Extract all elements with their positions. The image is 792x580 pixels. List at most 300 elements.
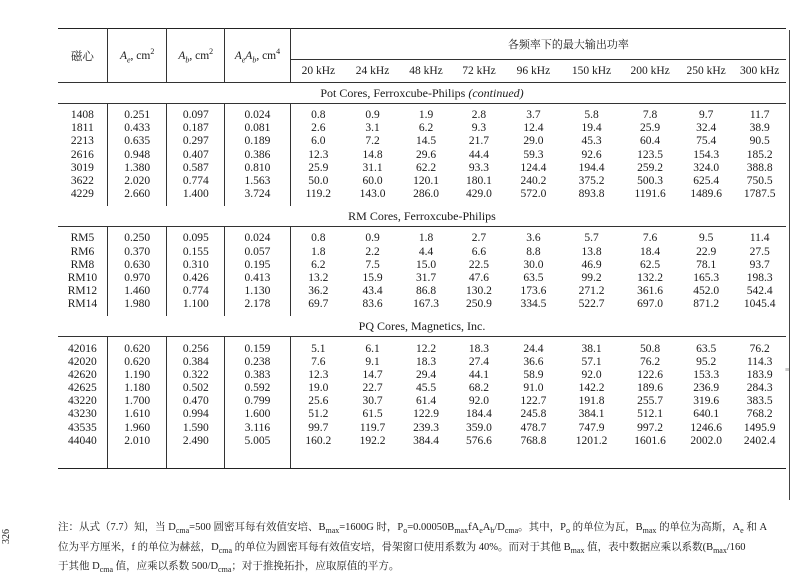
aeab-column-header: $A_eA_b$, $cm^4$ [225,29,291,83]
power-cell: 31.7 [415,271,437,284]
ae-cell: 0.948 [107,149,167,162]
power-cell: 7.8 [642,109,658,122]
ab-cell: 1.400 [167,188,225,201]
power-cell: 13.8 [581,245,602,258]
core-name-cell: 42620 [58,369,107,382]
power-cell: 388.8 [746,161,773,174]
power-cell: 24.4 [523,342,544,355]
table-row [58,422,786,435]
ab-cell: 0.426 [167,272,225,285]
power-cell: 122.9 [413,408,439,421]
aeab-cell: 0.799 [225,395,291,408]
power-cell: 185.2 [746,148,773,161]
ae-cell: 2.020 [107,175,167,188]
core-name-cell: 42016 [58,342,107,355]
core-name-cell: 2616 [58,149,107,162]
power-cell: 1191.6 [634,188,666,201]
table-row [58,408,786,421]
aeab-cell: 0.189 [225,135,291,148]
aeab-cell: 0.081 [225,122,291,135]
table-row [58,109,786,122]
aeab-cell: 3.116 [225,422,291,435]
power-cell: 334.5 [520,298,547,311]
ae-cell: 0.630 [107,259,167,272]
ae-cell: 0.433 [107,122,167,135]
frequency-header: 24 kHz [346,60,399,83]
power-cell: 68.2 [468,382,490,395]
ab-cell: 0.774 [167,175,225,188]
power-cell: 60.4 [640,135,661,148]
ae-cell: 0.635 [107,135,167,148]
ab-cell: 0.310 [167,259,225,272]
power-cell: 114.3 [746,355,773,368]
power-cell: 27.4 [468,355,490,368]
power-cell: 61.4 [415,395,437,408]
power-cell: 5.8 [584,109,599,122]
ae-cell: 0.370 [107,246,167,259]
power-cell: 184.4 [466,408,492,421]
section-title: Pot Cores, Ferroxcube-Philips (continued) [58,83,786,104]
table-footnote [58,518,792,577]
power-cell: 92.6 [581,148,602,161]
ab-cell: 1.100 [167,298,225,311]
core-name-cell: 1811 [58,122,107,135]
power-cell: 18.4 [640,245,661,258]
power-cell: 13.2 [308,271,329,284]
power-cell: 286.0 [413,188,439,201]
power-cell: 9.5 [698,232,714,245]
power-cell: 51.2 [308,408,329,421]
table-row [58,175,786,188]
power-cell: 572.0 [520,188,547,201]
core-column-header [58,29,107,83]
table-row [58,285,786,298]
power-cell: 122.7 [520,395,547,408]
ab-cell: 0.774 [167,285,225,298]
power-cell: 183.9 [746,368,773,381]
core-name-cell: 43230 [58,408,107,421]
power-cell: 1.8 [418,232,434,245]
power-cell: 259.2 [637,161,664,174]
power-cell: 50.0 [308,175,329,188]
power-cell: 9.1 [365,355,380,368]
power-cell: 0.8 [311,232,326,245]
power-cell: 239.3 [413,421,439,434]
power-cell: 92.0 [581,368,602,381]
section-title: PQ Cores, Magnetics, Inc. [58,316,786,337]
power-cell: 6.1 [365,342,380,355]
table-row [58,272,786,285]
power-cell: 198.3 [746,271,773,284]
power-cell: 236.9 [693,382,720,395]
core-name-cell: RM10 [58,272,107,285]
core-name-cell: 43220 [58,395,107,408]
table-row [58,122,786,135]
power-cell: 22.7 [362,382,383,395]
power-cell: 359.0 [466,421,492,434]
aeab-cell: 0.413 [225,272,291,285]
frequency-header: 48 kHz [399,60,452,83]
table-row [58,435,786,448]
power-cell: 383.5 [746,395,773,408]
frequency-header: 250 kHz [679,60,733,83]
power-cell: 324.0 [693,161,720,174]
table-row [58,369,786,382]
power-cell: 697.0 [637,298,664,311]
footnote-line-1: 注：从式（7.7）知，当 $D_{cma}=500$ 圆密耳每有效值安培、$B_{max}=1600G$ 时，$P_o=0.00050B_{max}fA_eA_b/D_{cma}$。其中，$P_o$ 的单位为瓦，$B_{max}$ 的单位为高斯，$A_e$ 和 A [58,522,768,536]
power-cell: 38.9 [749,122,770,135]
power-cell: 22.9 [696,245,717,258]
aeab-cell: 5.005 [225,435,291,448]
power-cell: 3.7 [526,109,541,122]
power-cell: 384.1 [578,408,605,421]
power-cell: 44.1 [468,368,490,381]
table-row [58,298,786,311]
ab-cell: 0.155 [167,246,225,259]
ab-cell: 0.097 [167,109,225,122]
core-name-cell: 4229 [58,188,107,201]
ae-cell: 0.251 [107,109,167,122]
frequency-header: 200 kHz [621,60,679,83]
ae-cell: 0.250 [107,232,167,245]
power-cell: 500.3 [637,175,664,188]
power-cell: 192.2 [359,434,386,447]
core-name-cell: 44040 [58,435,107,448]
power-cell: 7.5 [365,258,380,271]
core-name-cell: 43535 [58,422,107,435]
power-cell: 61.5 [362,408,383,421]
power-cell: 12.3 [308,148,329,161]
power-cell: 871.2 [693,298,720,311]
power-cell: 997.2 [637,421,664,434]
power-cell: 30.7 [362,395,383,408]
power-cell: 120.1 [413,175,439,188]
ae-cell: 2.660 [107,188,167,201]
core-name-cell: RM5 [58,232,107,245]
ab-cell: 0.470 [167,395,225,408]
power-cell: 2402.4 [743,434,776,447]
power-cell: 1045.4 [743,298,776,311]
power-cell: 19.0 [308,382,329,395]
aeab-cell: 0.383 [225,369,291,382]
core-name-cell: RM14 [58,298,107,311]
power-cell: 160.2 [305,434,332,447]
footnote-line-2: 位为平方厘米，f 的单位为赫兹，$D_{cma}$ 的单位为圆密耳每有效值安培，骨架窗口使用系数为 40%。而对于其他 $B_{max}$ 值，表中数据应乘以系数($B_{max}/160$ [58,541,746,555]
power-cell: 452.0 [693,285,720,298]
table-row [58,342,786,355]
ae-cell: 1.610 [107,408,167,421]
ae-cell: 1.180 [107,382,167,395]
power-cell: 542.4 [746,285,773,298]
power-cell: 123.5 [637,148,664,161]
power-cell: 25.9 [308,161,329,174]
power-cell: 165.3 [693,271,720,284]
power-cell: 29.4 [415,368,437,381]
power-cell: 319.6 [693,395,720,408]
aeab-cell: 2.178 [225,298,291,311]
power-cell: 50.8 [640,342,661,355]
ae-cell: 0.620 [107,342,167,355]
power-cell: 12.2 [415,342,437,355]
aeab-cell: 0.238 [225,356,291,369]
power-cell: 173.6 [520,285,547,298]
power-cell: 29.0 [523,135,544,148]
ae-cell: 0.970 [107,272,167,285]
aeab-cell: 0.024 [225,232,291,245]
power-cell: 27.5 [749,245,770,258]
power-cell: 19.4 [581,122,602,135]
edge-mark: ≡ [785,365,790,374]
power-cell: 31.1 [362,161,383,174]
power-cell: 1787.5 [743,188,776,201]
power-cell: 640.1 [693,408,720,421]
power-cell: 2.6 [311,122,326,135]
aeab-cell: 0.386 [225,149,291,162]
power-cell: 36.6 [523,355,544,368]
power-cell: 60.0 [362,175,383,188]
power-cell: 3.1 [365,122,380,135]
ab-cell: 0.587 [167,162,225,175]
power-cell: 512.1 [637,408,664,421]
power-cell: 47.6 [468,271,490,284]
power-cell: 7.6 [311,355,326,368]
power-cell: 361.6 [637,285,664,298]
power-cell: 284.3 [746,382,773,395]
core-power-table [58,28,786,469]
power-cell: 18.3 [468,342,490,355]
power-cell: 58.9 [523,368,544,381]
power-cell: 57.1 [581,355,602,368]
table-row [58,149,786,162]
power-cell: 63.5 [696,342,717,355]
header-row-top [58,29,786,60]
power-cell: 191.8 [578,395,605,408]
power-cell: 83.6 [362,298,383,311]
core-name-cell: 1408 [58,109,107,122]
table-row [58,135,786,148]
power-cell: 1201.2 [575,434,608,447]
power-cell: 0.9 [365,109,380,122]
power-cell: 6.6 [471,245,487,258]
power-cell: 93.7 [749,258,770,271]
power-cell: 62.5 [640,258,661,271]
power-cell: 768.8 [520,434,547,447]
ab-cell: 0.297 [167,135,225,148]
power-cell: 9.3 [471,122,487,135]
power-cell: 2.8 [471,109,487,122]
power-cell: 99.7 [308,421,329,434]
power-cell: 45.3 [581,135,602,148]
power-cell: 189.6 [637,382,664,395]
core-name-cell: 2213 [58,135,107,148]
ae-cell: 2.010 [107,435,167,448]
power-cell: 14.7 [362,368,383,381]
power-cell: 167.3 [413,298,439,311]
ab-column-header: $A_b$, $cm^2$ [167,29,225,83]
power-cell: 124.4 [520,161,547,174]
page-right-edge [789,30,790,500]
power-cell: 245.8 [520,408,547,421]
power-cell: 36.2 [308,285,329,298]
power-cell: 478.7 [520,421,547,434]
power-cell: 29.6 [415,148,437,161]
aeab-cell: 1.600 [225,408,291,421]
section-header-row [58,206,786,227]
table-row [58,395,786,408]
power-cell: 1246.6 [690,421,722,434]
aeab-cell: 0.592 [225,382,291,395]
power-cell: 22.5 [468,258,490,271]
power-cell: 63.5 [523,271,544,284]
power-cell: 375.2 [578,175,605,188]
frequency-header: 20 kHz [290,60,346,83]
page-number: 326 [1,529,12,544]
power-cell: 119.2 [305,188,332,201]
power-cell: 59.3 [523,148,544,161]
power-cell: 0.8 [311,109,326,122]
ab-cell: 0.095 [167,232,225,245]
power-cell: 12.4 [523,122,544,135]
power-cell: 14.8 [362,148,383,161]
frequency-header: 96 kHz [505,60,562,83]
frequency-header: 300 kHz [733,60,786,83]
power-cell: 4.4 [418,245,434,258]
power-cell: 122.6 [637,368,664,381]
power-cell: 25.9 [640,122,661,135]
ae-cell: 1.190 [107,369,167,382]
ab-cell: 0.994 [167,408,225,421]
table-row [58,162,786,175]
power-cell: 154.3 [693,148,720,161]
power-cell: 1.9 [418,109,434,122]
power-cell: 62.2 [415,161,437,174]
ab-cell: 1.590 [167,422,225,435]
aeab-cell: 0.024 [225,109,291,122]
core-name-cell: RM6 [58,246,107,259]
power-cell: 893.8 [578,188,605,201]
power-cell: 522.7 [578,298,605,311]
power-cell: 6.2 [418,122,434,135]
power-cell: 43.4 [362,285,383,298]
section-header-row [58,83,786,104]
table-row [58,188,786,201]
ab-cell: 0.384 [167,356,225,369]
core-name-cell: RM12 [58,285,107,298]
power-cell: 15.9 [362,271,383,284]
power-cell: 99.2 [581,271,602,284]
aeab-cell: 0.159 [225,342,291,355]
power-cell: 12.3 [308,368,329,381]
table-row [58,232,786,245]
power-cell: 93.3 [468,161,490,174]
power-cell: 119.7 [359,421,386,434]
ab-cell: 0.407 [167,149,225,162]
power-cell: 86.8 [415,285,437,298]
power-cell: 1601.6 [634,434,666,447]
core-name-cell: 42020 [58,356,107,369]
power-cell: 11.4 [749,232,770,245]
section-title: RM Cores, Ferroxcube-Philips [58,206,786,227]
power-group-header: 各频率下的最大输出功率 [290,29,786,60]
power-cell: 69.7 [308,298,329,311]
table-row [58,356,786,369]
ae-cell: 1.460 [107,285,167,298]
power-cell: 5.7 [584,232,599,245]
power-cell: 5.1 [311,342,326,355]
ab-cell: 0.502 [167,382,225,395]
power-cell: 429.0 [466,188,492,201]
power-cell: 153.3 [693,368,720,381]
ab-cell: 0.187 [167,122,225,135]
power-cell: 1489.6 [690,188,722,201]
ae-column-header: $A_e$, $cm^2$ [107,29,167,83]
power-cell: 90.5 [749,135,770,148]
core-name-cell: 3622 [58,175,107,188]
ab-cell: 2.490 [167,435,225,448]
power-cell: 32.4 [696,122,717,135]
power-cell: 46.9 [581,258,602,271]
power-cell: 576.6 [466,434,492,447]
power-cell: 15.0 [415,258,437,271]
power-cell: 76.2 [749,342,770,355]
power-cell: 142.2 [578,382,605,395]
ae-cell: 1.700 [107,395,167,408]
power-cell: 78.1 [696,258,717,271]
power-cell: 2.2 [365,245,380,258]
aeab-cell: 3.724 [225,188,291,201]
power-cell: 6.2 [311,258,326,271]
power-cell: 6.0 [311,135,326,148]
power-cell: 7.6 [642,232,658,245]
power-cell: 132.2 [637,271,664,284]
aeab-cell: 0.057 [225,246,291,259]
power-cell: 747.9 [578,421,605,434]
power-cell: 92.0 [468,395,490,408]
section-header-row [58,316,786,337]
power-cell: 143.0 [359,188,386,201]
power-cell: 2002.0 [690,434,722,447]
power-cell: 44.4 [468,148,490,161]
power-cell: 14.5 [415,135,437,148]
power-cell: 8.8 [526,245,541,258]
power-cell: 2.7 [471,232,487,245]
power-cell: 255.7 [637,395,664,408]
core-name-cell: RM8 [58,259,107,272]
power-cell: 180.1 [466,175,492,188]
aeab-cell: 1.130 [225,285,291,298]
power-cell: 1.8 [311,245,326,258]
power-cell: 95.2 [696,355,717,368]
ae-cell: 1.380 [107,162,167,175]
power-cell: 21.7 [468,135,490,148]
table-row [58,259,786,272]
power-cell: 1495.9 [743,421,776,434]
power-cell: 240.2 [520,175,547,188]
frequency-header: 150 kHz [562,60,622,83]
power-cell: 7.2 [365,135,380,148]
power-cell: 91.0 [523,382,544,395]
core-name-cell: 3019 [58,162,107,175]
footnote-line-3: 于其他 $D_{cma}$ 值，应乘以系数 $500/D_{cma}$；对于推挽拓扑，应取原值的平方。 [58,561,400,575]
power-cell: 11.7 [749,109,770,122]
table-row [58,382,786,395]
power-cell: 3.6 [526,232,541,245]
power-cell: 25.6 [308,395,329,408]
aeab-cell: 0.195 [225,259,291,272]
power-cell: 271.2 [578,285,605,298]
ab-cell: 0.322 [167,369,225,382]
power-cell: 250.9 [466,298,492,311]
